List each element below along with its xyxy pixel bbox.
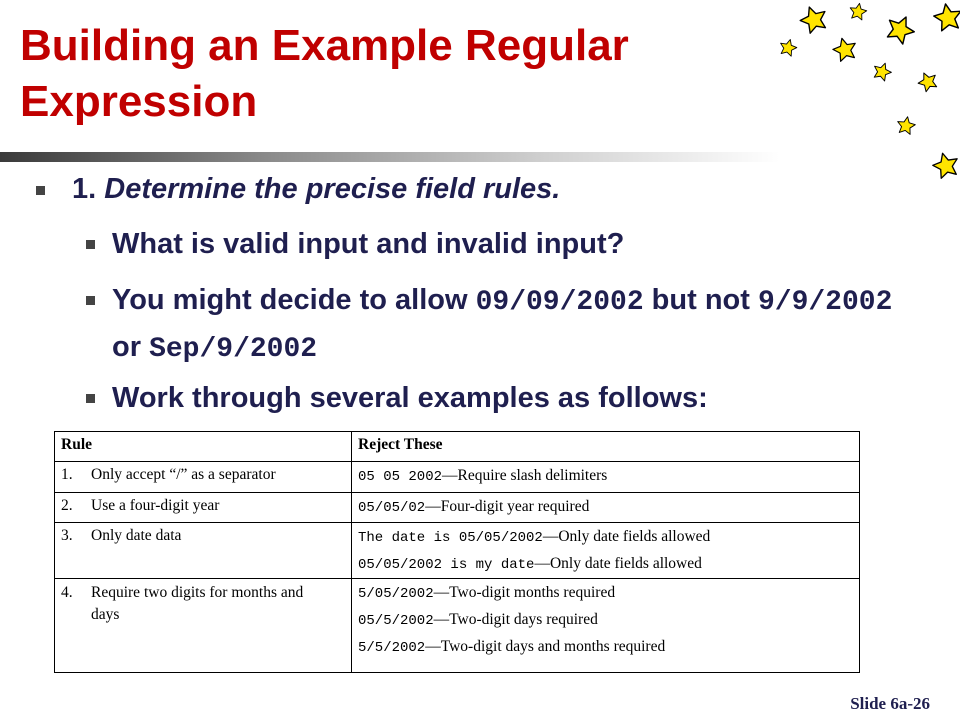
rule-text: Only accept “/” as a separator: [91, 466, 276, 483]
star-icon: [831, 35, 859, 62]
bullet-square-icon: [86, 240, 95, 249]
bullet-work-examples: [112, 378, 708, 418]
reject-example: [358, 493, 853, 520]
slide-title: Building an Example Regular Expression: [20, 21, 629, 126]
bullet-allow-format: [112, 278, 912, 372]
reject-code: The date is 05/05/2002: [358, 530, 543, 546]
star-icon: [896, 115, 917, 135]
reject-note: —Two-digit months required: [433, 584, 616, 601]
bullet-square-icon: [86, 296, 95, 305]
reject-example: [358, 579, 853, 606]
reject-example: [358, 633, 853, 660]
star-icon: [778, 37, 798, 57]
star-icon: [930, 150, 960, 180]
rule-text: Use a four-digit year: [91, 497, 220, 514]
star-icon: [848, 2, 867, 21]
reject-cell: [352, 579, 860, 673]
bullet-field-rules: [72, 169, 560, 209]
bullet-valid-input: [112, 224, 624, 264]
bullet-text: Work through several examples as follows:: [112, 382, 708, 414]
code-example: 09/09/2002: [475, 287, 644, 318]
reject-note: —Require slash delimiters: [442, 467, 608, 484]
reject-example: [358, 550, 853, 577]
star-icon: [797, 3, 830, 35]
reject-cell: [352, 523, 860, 579]
code-example: Sep/9/2002: [149, 334, 318, 365]
slide-number: Slide 6a-26: [850, 694, 930, 713]
column-header-reject: Reject These: [352, 432, 860, 462]
reject-note: —Two-digit days required: [433, 611, 598, 628]
star-icon: [871, 60, 894, 82]
rules-table: [54, 431, 860, 673]
bullet-text: You might decide to allow: [112, 284, 476, 316]
rule-number: 3.: [61, 527, 73, 544]
reject-note: —Four-digit year required: [425, 498, 590, 515]
reject-note: —Two-digit days and months required: [425, 638, 666, 655]
rule-cell: [55, 462, 352, 493]
table-row: [55, 462, 860, 493]
star-icon: [883, 11, 919, 46]
bullet-square-icon: [86, 394, 95, 403]
reject-note: —Only date fields allowed: [534, 555, 702, 572]
reject-cell: [352, 493, 860, 523]
star-icon: [915, 69, 940, 93]
table-header-row: [55, 432, 860, 462]
bullet-text: Determine the precise field rules.: [104, 173, 561, 205]
reject-code: 05/05/2002 is my date: [358, 557, 535, 573]
bullet-text: or: [112, 331, 150, 363]
table-row: [55, 493, 860, 523]
bullet-square-icon: [36, 186, 45, 195]
code-example: 9/9/2002: [757, 287, 893, 318]
star-icon: [932, 2, 960, 32]
table-row: [55, 523, 860, 579]
reject-code: 05 05 2002: [358, 469, 443, 485]
rule-number: 2.: [61, 497, 73, 514]
bullet-number: 1.: [72, 173, 105, 205]
rule-cell: [55, 523, 352, 579]
reject-example: [358, 606, 853, 633]
reject-note: —Only date fields allowed: [542, 528, 711, 545]
rule-cell: [55, 493, 352, 523]
reject-code: 05/05/02: [358, 500, 426, 516]
reject-code: 5/05/2002: [358, 586, 434, 602]
rule-number: 4.: [61, 584, 73, 601]
bullet-text: but not: [643, 284, 758, 316]
rule-text: Only date data: [91, 527, 182, 544]
stars-decoration: [770, 0, 960, 190]
title-underline: [0, 152, 780, 162]
rule-text: Require two digits for months and days: [91, 584, 304, 623]
reject-example: [358, 523, 853, 550]
reject-example: [358, 462, 853, 489]
column-header-rule: Rule: [55, 432, 352, 462]
reject-code: 05/5/2002: [358, 613, 434, 629]
rule-number: 1.: [61, 466, 73, 483]
rule-cell: [55, 579, 352, 673]
reject-cell: [352, 462, 860, 493]
bullet-text: What is valid input and invalid input?: [112, 228, 625, 260]
reject-code: 5/5/2002: [358, 640, 426, 656]
table-row: [55, 579, 860, 673]
